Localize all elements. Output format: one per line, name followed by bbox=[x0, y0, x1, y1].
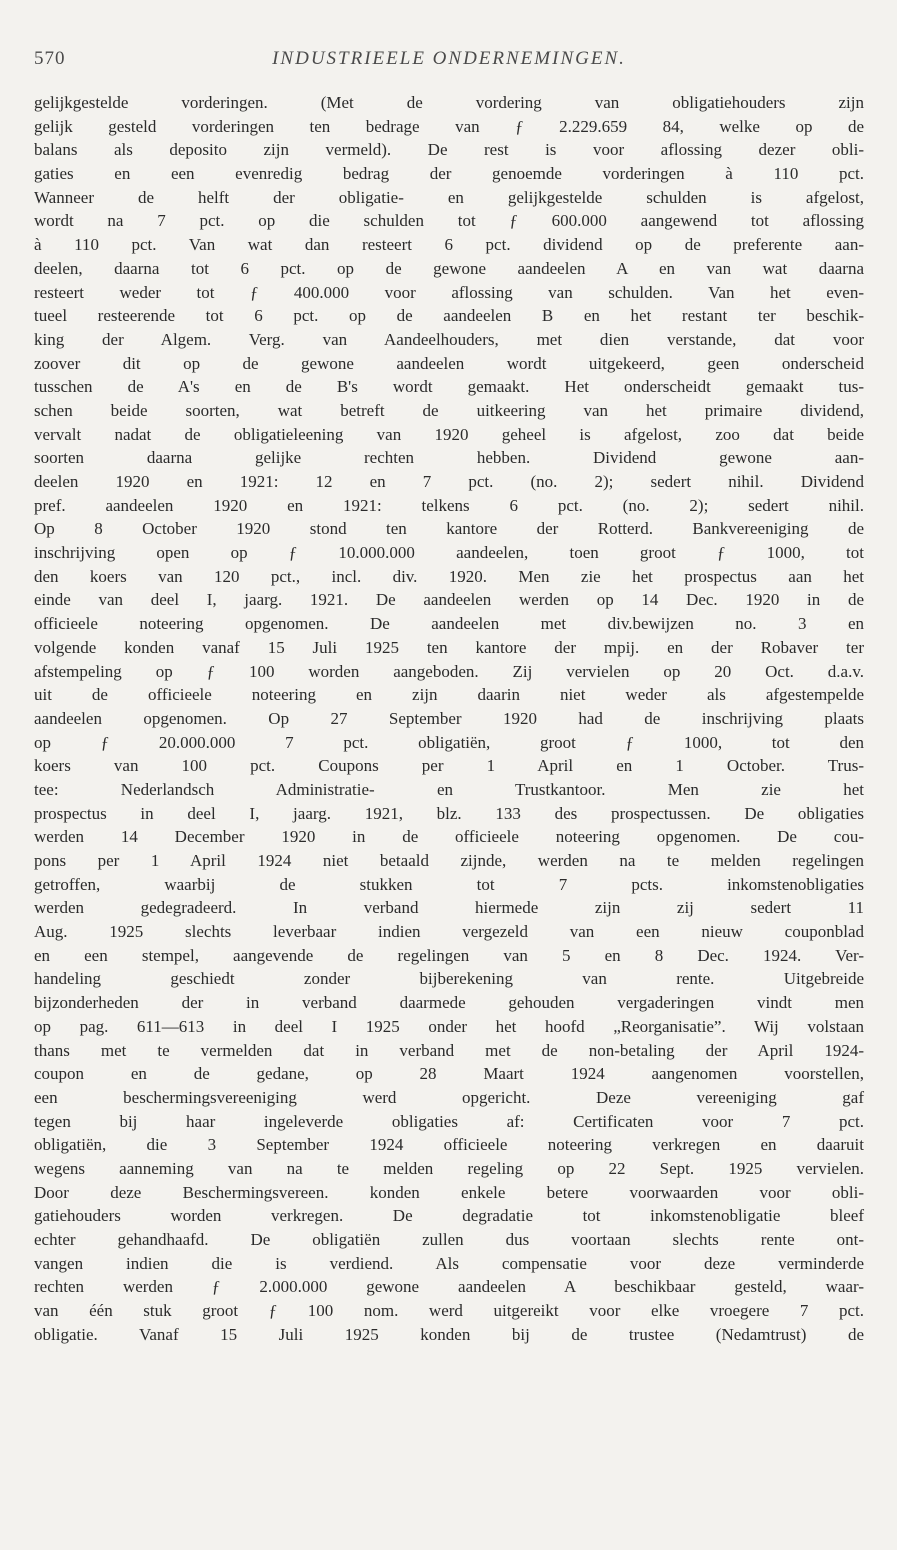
text-line: afstempeling op ƒ 100 worden aangeboden. Zij vervielen op 20 Oct. d.a.v. bbox=[34, 661, 864, 681]
text-line: inschrijving open op ƒ 10.000.000 aandeelen, toen groot ƒ 1000, tot bbox=[34, 543, 864, 563]
text-line: Wanneer de helft der obligatie- en gelijkgestelde schulden is afgelost, bbox=[34, 187, 864, 207]
text-line: coupon en de gedane, op 28 Maart 1924 aangenomen voorstellen, bbox=[34, 1064, 864, 1084]
text-line: king der Algem. Verg. van Aandeelhouders, met dien verstande, dat voor bbox=[34, 329, 864, 349]
text-line: Aug. 1925 slechts leverbaar indien vergezeld van een nieuw couponblad bbox=[34, 922, 864, 942]
text-line: uit de officieele noteering en zijn daarin niet weder als afgestempelde bbox=[34, 685, 864, 705]
running-title: INDUSTRIEELE ONDERNEMINGEN. bbox=[272, 48, 626, 69]
text-line: op ƒ 20.000.000 7 pct. obligatiën, groot ƒ 1000, tot den bbox=[34, 732, 864, 752]
text-line: zoover dit op de gewone aandeelen wordt uitgekeerd, geen onderscheid bbox=[34, 353, 864, 373]
text-line: wegens aanneming van na te melden regeling op 22 Sept. 1925 vervielen. bbox=[34, 1158, 864, 1178]
text-line: aandeelen opgenomen. Op 27 September 1920 had de inschrijving plaats bbox=[34, 708, 864, 728]
text-line: deelen, daarna tot 6 pct. op de gewone aandeelen A en van wat daarna bbox=[34, 258, 864, 278]
text-line: werden gedegradeerd. In verband hiermede zijn zij sedert 11 bbox=[34, 898, 864, 918]
text-line: van één stuk groot ƒ 100 nom. werd uitgereikt voor elke vroegere 7 pct. bbox=[34, 1301, 864, 1321]
text-line: tueel resteerende tot 6 pct. op de aandeelen B en het restant ter beschik- bbox=[34, 306, 864, 326]
text-line: den koers van 120 pct., incl. div. 1920. Men zie het prospectus aan het bbox=[34, 566, 864, 586]
text-line: officieele noteering opgenomen. De aandeelen met div.bewijzen no. 3 en bbox=[34, 614, 864, 634]
text-line: einde van deel I, jaarg. 1921. De aandeelen werden op 14 Dec. 1920 in de bbox=[34, 590, 864, 610]
text-line: pref. aandeelen 1920 en 1921: telkens 6 pct. (no. 2); sedert nihil. bbox=[34, 495, 864, 515]
text-line: op pag. 611—613 in deel I 1925 onder het hoofd „Reorganisatie”. Wij volstaan bbox=[34, 1016, 864, 1036]
text-line: tusschen de A's en de B's wordt gemaakt. Het onderscheidt gemaakt tus- bbox=[34, 377, 864, 397]
text-line: koers van 100 pct. Coupons per 1 April en 1 October. Trus- bbox=[34, 756, 864, 776]
text-line: getroffen, waarbij de stukken tot 7 pcts. inkomstenobligaties bbox=[34, 874, 864, 894]
text-line: resteert weder tot ƒ 400.000 voor aflossing van schulden. Van het even- bbox=[34, 282, 864, 302]
text-line: volgende konden vanaf 15 Juli 1925 ten kantore der mpij. en der Robaver ter bbox=[34, 637, 864, 657]
text-line: gatiehouders worden verkregen. De degradatie tot inkomstenobligatie bleef bbox=[34, 1206, 864, 1226]
text-line: vangen indien die is verdiend. Als compensatie voor deze verminderde bbox=[34, 1253, 864, 1273]
text-line: obligatiën, die 3 September 1924 officieele noteering verkregen en daaruit bbox=[34, 1135, 864, 1155]
text-line: gelijk gesteld vorderingen ten bedrage van ƒ 2.229.659 84, welke op de bbox=[34, 116, 864, 136]
text-line: Op 8 October 1920 stond ten kantore der Rotterd. Bankvereeniging de bbox=[34, 519, 864, 539]
text-line: tee: Nederlandsch Administratie- en Trustkantoor. Men zie het bbox=[34, 779, 864, 799]
text-line: rechten werden ƒ 2.000.000 gewone aandeelen A beschikbaar gesteld, waar- bbox=[34, 1277, 864, 1297]
text-line: balans als deposito zijn vermeld). De rest is voor aflossing dezer obli- bbox=[34, 140, 864, 160]
text-line: Door deze Beschermingsvereen. konden enkele betere voorwaarden voor obli- bbox=[34, 1182, 864, 1202]
page-header bbox=[34, 48, 864, 78]
text-line: gaties en een evenredig bedrag der genoemde vorderingen à 110 pct. bbox=[34, 164, 864, 184]
text-line: soorten daarna gelijke rechten hebben. Dividend gewone aan- bbox=[34, 448, 864, 468]
text-line: schen beide soorten, wat betreft de uitkeering van het primaire dividend, bbox=[34, 400, 864, 420]
text-line: prospectus in deel I, jaarg. 1921, blz. 133 des prospectussen. De obligaties bbox=[34, 803, 864, 823]
page-number: 570 bbox=[34, 48, 66, 69]
text-line: tegen bij haar ingeleverde obligaties af: Certificaten voor 7 pct. bbox=[34, 1111, 864, 1131]
text-line: echter gehandhaafd. De obligatiën zullen dus voortaan slechts rente ont- bbox=[34, 1230, 864, 1249]
text-line: thans met te vermelden dat in verband met de non-betaling der April 1924- bbox=[34, 1040, 864, 1060]
text-line: pons per 1 April 1924 niet betaald zijnde, werden na te melden regelingen bbox=[34, 851, 864, 870]
text-line: werden 14 December 1920 in de officieele noteering opgenomen. De cou- bbox=[34, 827, 864, 847]
text-line: à 110 pct. Van wat dan resteert 6 pct. dividend op de preferente aan- bbox=[34, 235, 864, 255]
text-line: en een stempel, aangevende de regelingen van 5 en 8 Dec. 1924. Ver- bbox=[34, 945, 864, 965]
text-line: een beschermingsvereeniging werd opgericht. Deze vereeniging gaf bbox=[34, 1087, 864, 1107]
text-line: vervalt nadat de obligatieleening van 1920 geheel is afgelost, zoo dat beide bbox=[34, 424, 864, 444]
text-line: obligatie. Vanaf 15 Juli 1925 konden bij de trustee (Nedamtrust) de bbox=[34, 1324, 864, 1344]
body-text bbox=[34, 91, 864, 1346]
text-line: handeling geschiedt zonder bijberekening van rente. Uitgebreide bbox=[34, 969, 864, 989]
text-line: deelen 1920 en 1921: 12 en 7 pct. (no. 2); sedert nihil. Dividend bbox=[34, 472, 864, 491]
text-line: bijzonderheden der in verband daarmede gehouden vergaderingen vindt men bbox=[34, 993, 864, 1013]
text-line: wordt na 7 pct. op die schulden tot ƒ 600.000 aangewend tot aflossing bbox=[34, 211, 864, 231]
text-line: gelijkgestelde vorderingen. (Met de vordering van obligatiehouders zijn bbox=[34, 93, 864, 112]
